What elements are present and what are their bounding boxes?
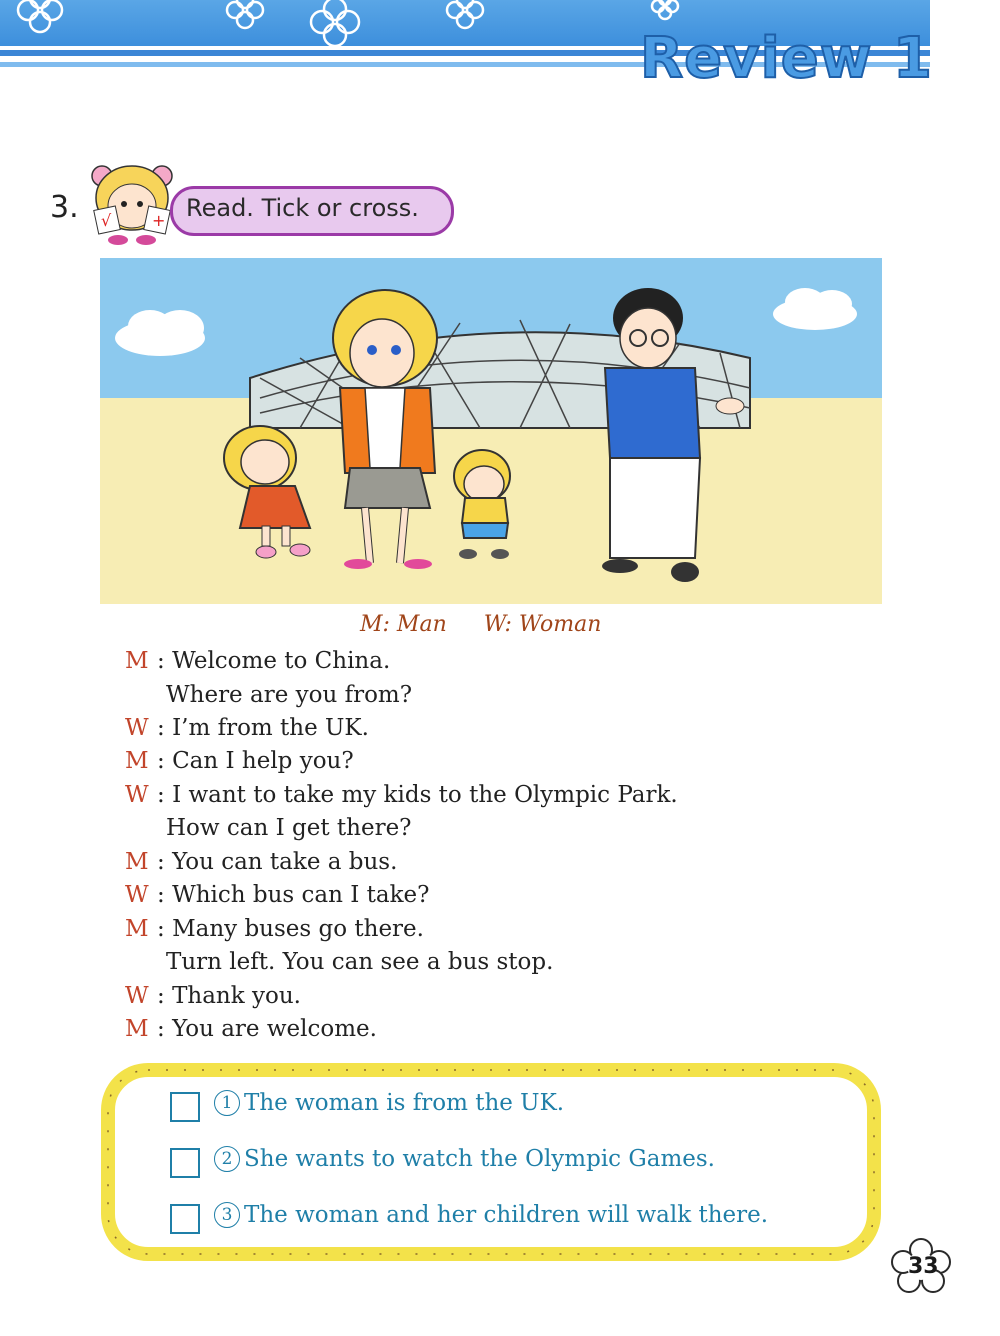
statement-text: The woman and her children will walk there. xyxy=(244,1202,769,1228)
line-text: Welcome to China. xyxy=(172,648,391,674)
line-text: Can I help you? xyxy=(172,748,354,774)
statement-1 xyxy=(214,1090,564,1116)
olympic-park-illustration xyxy=(100,258,882,604)
dialogue-line: W : I want to take my kids to the Olympic Park. xyxy=(125,782,678,808)
statement-3 xyxy=(214,1202,768,1228)
mascot-icon xyxy=(88,160,178,246)
dialogue-line xyxy=(166,949,553,975)
line-text: Where are you from? xyxy=(166,682,413,708)
dialogue-line: W : I’m from the UK. xyxy=(125,715,369,741)
line-text: I’m from the UK. xyxy=(172,715,369,741)
speaker-legend xyxy=(360,612,631,637)
dialogue-line: M : You are welcome. xyxy=(125,1016,377,1042)
speaker-label: M xyxy=(125,648,149,674)
answer-checkbox-1[interactable] xyxy=(170,1092,200,1122)
speaker-label: W xyxy=(125,882,149,908)
circled-number: 3 xyxy=(214,1202,240,1228)
line-text: I want to take my kids to the Olympic Park. xyxy=(172,782,678,808)
circled-number: 2 xyxy=(214,1146,240,1172)
line-text: How can I get there? xyxy=(166,815,412,841)
exercise-number: 3. xyxy=(50,190,79,225)
speaker-label: M xyxy=(125,1016,149,1042)
speaker-label: M xyxy=(125,748,149,774)
dialogue-line: M : Many buses go there. xyxy=(125,916,424,942)
dialogue-line: M : Can I help you? xyxy=(125,748,354,774)
svg-text:+: + xyxy=(152,211,166,230)
page-number: 33 xyxy=(908,1254,939,1279)
dialogue-line: W : Which bus can I take? xyxy=(125,882,430,908)
line-text: You can take a bus. xyxy=(172,849,398,875)
dialogue-line: M : You can take a bus. xyxy=(125,849,398,875)
dialogue-line: W : Thank you. xyxy=(125,983,301,1009)
circled-number: 1 xyxy=(214,1090,240,1116)
speaker-label: M xyxy=(125,849,149,875)
answer-checkbox-3[interactable] xyxy=(170,1204,200,1234)
line-text: Which bus can I take? xyxy=(172,882,430,908)
svg-text:√: √ xyxy=(101,211,112,230)
speaker-label: W xyxy=(125,782,149,808)
dialogue-line xyxy=(166,815,412,841)
line-text: Thank you. xyxy=(172,983,301,1009)
statement-text: She wants to watch the Olympic Games. xyxy=(244,1146,715,1172)
line-text: Turn left. You can see a bus stop. xyxy=(166,949,554,975)
line-text: You are welcome. xyxy=(172,1016,377,1042)
speaker-label: W xyxy=(125,983,149,1009)
page-title: Review 1 xyxy=(640,26,933,91)
line-text: Many buses go there. xyxy=(172,916,424,942)
statement-2 xyxy=(214,1146,715,1172)
legend-woman: W: Woman xyxy=(483,612,602,637)
answer-checkbox-2[interactable] xyxy=(170,1148,200,1178)
speaker-label: W xyxy=(125,715,149,741)
speaker-label: M xyxy=(125,916,149,942)
legend-man: M: Man xyxy=(360,612,447,637)
dialogue-line: M : Welcome to China. xyxy=(125,648,391,674)
statement-text: The woman is from the UK. xyxy=(244,1090,565,1116)
instruction-text: Read. Tick or cross. xyxy=(186,194,419,222)
dialogue-line xyxy=(166,682,412,708)
